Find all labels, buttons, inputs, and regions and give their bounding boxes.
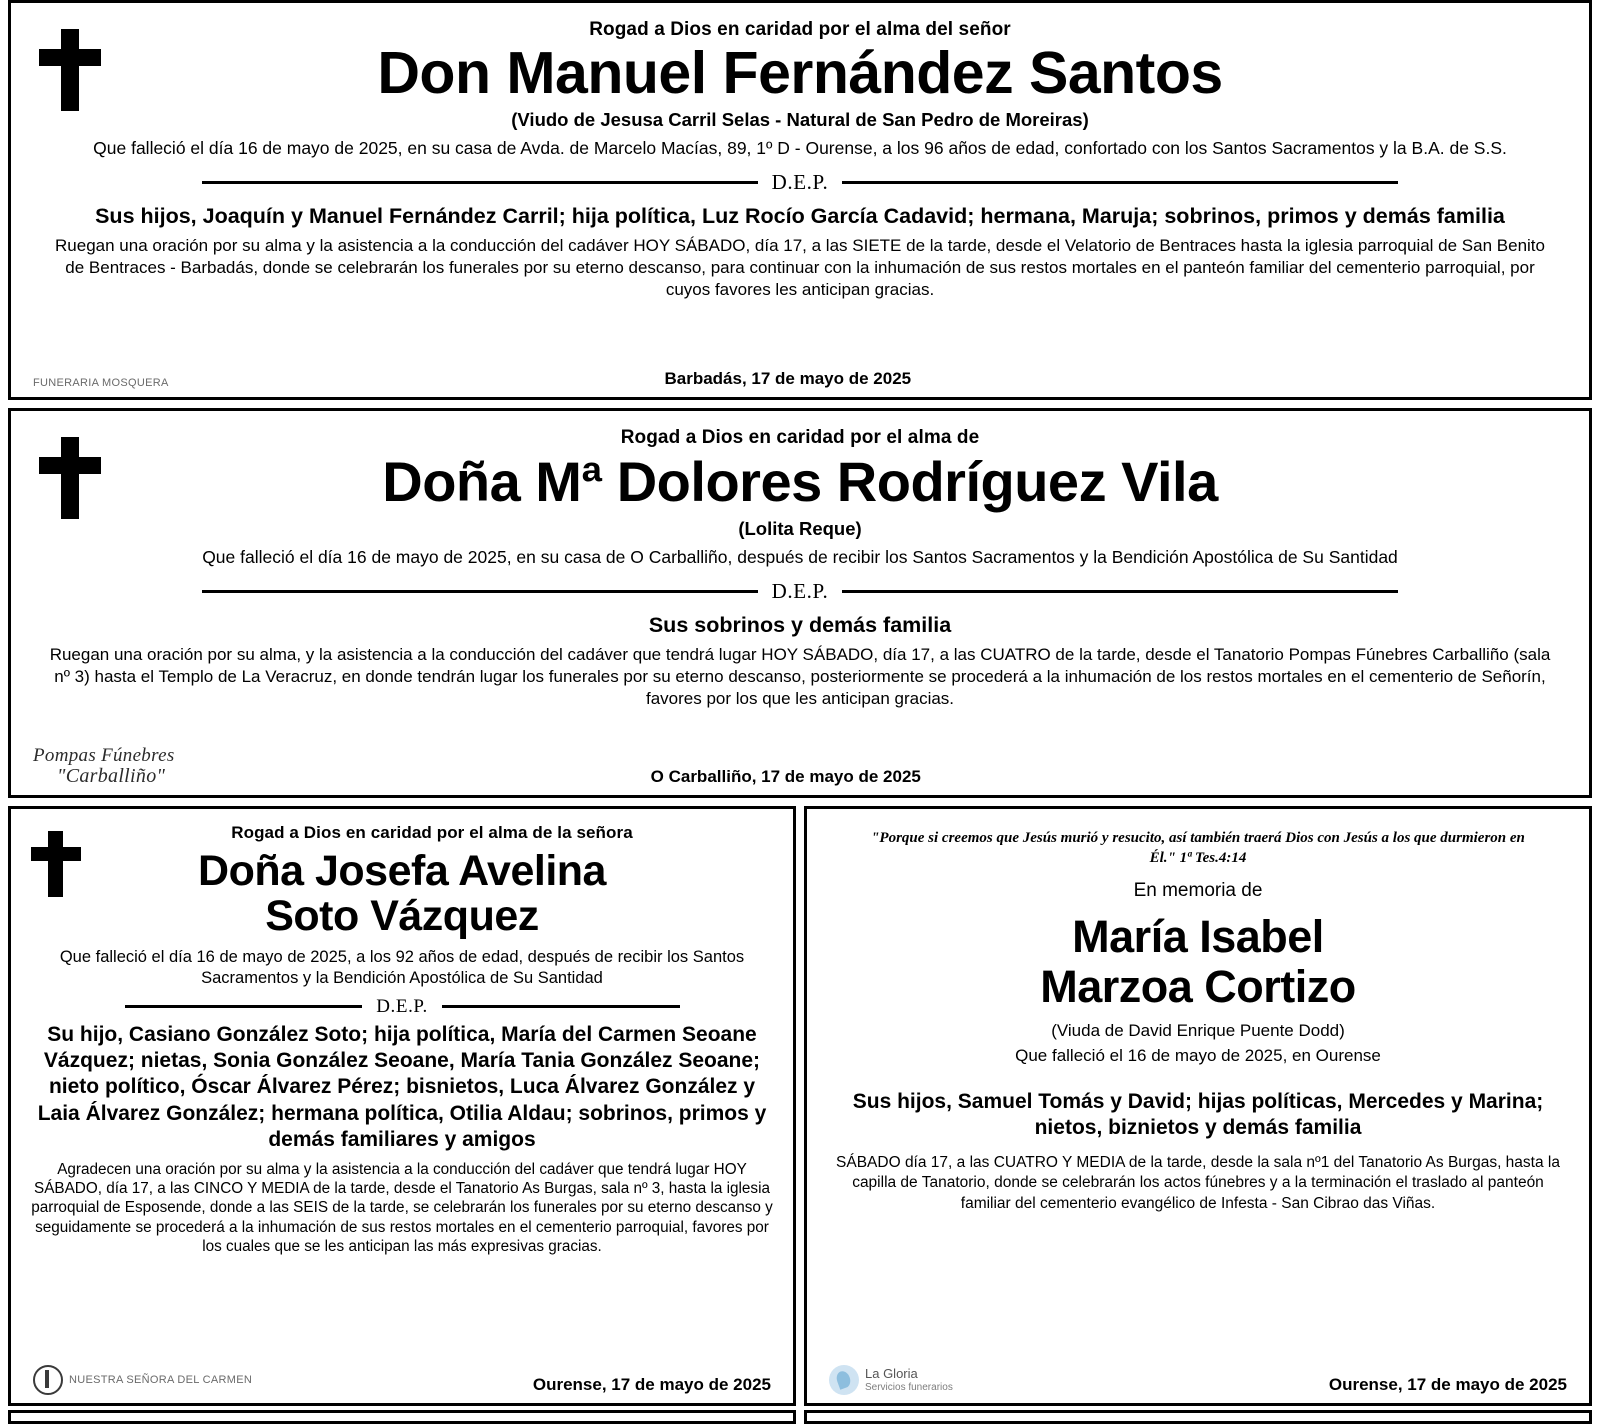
dep-divider (125, 996, 680, 1018)
deceased-subtitle: (Lolita Reque) (738, 518, 862, 540)
deceased-name (27, 849, 777, 939)
funeral-home-logo (33, 1365, 252, 1395)
funeral-home-logo (33, 746, 175, 787)
funeral-home-name: La Gloria (865, 1365, 918, 1381)
funeral-home-logo: FUNERARIA MOSQUERA (33, 376, 169, 389)
notice-footer (11, 746, 1589, 795)
notice-footer (11, 1365, 793, 1403)
funeral-home-line2: "Carballiño" (57, 765, 166, 787)
obituary-notice (8, 408, 1592, 798)
notice-footer (807, 1365, 1589, 1403)
place-and-date: Ourense, 17 de mayo de 2025 (532, 1375, 771, 1394)
cross-icon (39, 437, 101, 519)
scripture-quote: "Porque si creemos que Jesús murió y resucito, así también traerá Dios con Jesús a los que durmieron en Él." 1ª Tes.4:14 (871, 830, 1525, 866)
dep-divider (202, 170, 1399, 195)
deceased-name: Don Manuel Fernández Santos (377, 40, 1223, 106)
family-list: Su hijo, Casiano González Soto; hija política, María del Carmen Seoane Vázquez; nietas, Sonia González Seoane, María Tania González Seoane; nieto político, Óscar Álvarez Pérez; bisnietos, Luca Álvarez González y Laia Álvarez González; hermana política, Otilia Aldau; sobrinos, primos y demás familiares y amigos (37, 1022, 767, 1152)
obituary-notice (8, 0, 1592, 400)
deceased-name-line1: Doña Josefa Avelina (198, 847, 606, 895)
death-details: Que falleció el 16 de mayo de 2025, en Ourense (1015, 1046, 1381, 1065)
deceased-name-line2: Marzoa Cortizo (1040, 960, 1356, 1012)
family-list: Sus hijos, Joaquín y Manuel Fernández Carril; hija política, Luz Rocío García Cadavid; hermana, Maruja; sobrinos, primos y demás familia (95, 203, 1505, 228)
place-and-date: O Carballiño, 17 de mayo de 2025 (650, 767, 921, 786)
funeral-details: Ruegan una oración por su alma, y la asistencia a la conducción del cadáver que tendrá lugar HOY SÁBADO, día 17, a las CUATRO de la tarde, desde el Tanatorio Pompas Fúnebres Carballiño (sala nº 3) hasta el Templo de La Veracruz, en donde tendrán lugar los funerales por su eterno descanso, posteriormente se procederá a la inhumación de los restos mortales en el cementerio de Señorín, favores por los que les anticipan gracias. (49, 644, 1551, 708)
notice-lead: En memoria de (1133, 880, 1263, 901)
dep-divider (202, 579, 1399, 604)
death-details: Que falleció el día 16 de mayo de 2025, en su casa de Avda. de Marcelo Macías, 89, 1º D - Ourense, a los 96 años de edad, confortado con los Santos Sacramentos y la B.A. de S.S. (93, 138, 1507, 159)
place-and-date: Barbadás, 17 de mayo de 2025 (664, 369, 912, 388)
funeral-home-text (865, 1367, 953, 1393)
dep-label: D.E.P. (771, 169, 829, 194)
dep-label: D.E.P. (771, 578, 829, 603)
notice-lead: Rogad a Dios en caridad por el alma de (620, 427, 980, 448)
cross-icon (31, 831, 81, 897)
obituary-notice-partial (8, 1410, 796, 1424)
deceased-name: Doña Mª Dolores Rodríguez Vila (382, 450, 1218, 513)
funeral-home-tagline: Servicios funerarios (865, 1381, 953, 1393)
obituary-notice (804, 806, 1592, 1406)
funeral-details: Ruegan una oración por su alma y la asistencia a la conducción del cadáver HOY SÁBADO, día 17, a las SIETE de la tarde, desde el Velatorio de Bentraces hasta la iglesia parroquial de San Benito de Bentraces - Barbadás, donde se celebrarán los funerales por su eterno descanso, para continuar con la inhumación de sus restos mortales en el panteón familiar del cementerio parroquial, por cuyos favores les anticipan gracias. (55, 235, 1545, 299)
obituary-notice (8, 806, 796, 1406)
place-and-date: Ourense, 17 de mayo de 2025 (1328, 1375, 1567, 1394)
deceased-name (823, 912, 1573, 1011)
funeral-home-name: NUESTRA SEÑORA DEL CARMEN (69, 1373, 253, 1386)
family-list: Sus hijos, Samuel Tomás y David; hijas políticas, Mercedes y Marina; nietos, biznietos y demás familia (852, 1089, 1544, 1139)
bottom-notice-row (8, 806, 1592, 1406)
notice-footer (11, 369, 1589, 397)
deceased-subtitle: (Viuda de David Enrique Puente Dodd) (1051, 1021, 1345, 1040)
dep-label: D.E.P. (376, 995, 428, 1017)
death-details: Que falleció el día 16 de mayo de 2025, a los 92 años de edad, después de recibir los Santos Sacramentos y la Bendición Apostólica de Su Santidad (59, 948, 745, 988)
obituary-notice-partial (804, 1410, 1592, 1424)
notice-lead: Rogad a Dios en caridad por el alma del señor (589, 19, 1011, 40)
death-details: Que falleció el día 16 de mayo de 2025, en su casa de O Carballiño, después de recibir los Santos Sacramentos y la Bendición Apostólica de Su Santidad (202, 547, 1398, 568)
funeral-home-line1: Pompas Fúnebres (33, 745, 175, 767)
deceased-name-line2: Soto Vázquez (265, 892, 539, 941)
cross-icon (39, 29, 101, 111)
next-notices-strip (8, 1410, 1592, 1424)
carmen-emblem-icon (33, 1365, 63, 1395)
alma-flame-icon (829, 1365, 859, 1395)
funeral-details: SÁBADO día 17, a las CUATRO Y MEDIA de la tarde, desde la sala nº1 del Tanatorio As Burgas, hasta la capilla de Tanatorio, donde se celebrarán los actos fúnebres y a la terminación el traslado al panteón familiar del cementerio evangélico de Infesta - San Cibrao das Viñas. (836, 1154, 1560, 1212)
funeral-home-logo (829, 1365, 953, 1395)
deceased-name-line1: María Isabel (1072, 911, 1324, 962)
funeral-details: Agradecen una oración por su alma y la asistencia a la conducción del cadáver que tendrá lugar HOY SÁBADO, día 17, a las CINCO Y MEDIA de la tarde, desde el Tanatorio As Burgas, sala nº 3, hasta la iglesia parroquial de Esposende, donde a las SEIS de la tarde, se celebrarán los funerales por su eterno descanso y seguidamente se procederá a la inhumación de sus restos mortales en el cementerio parroquial, favores por los cuales que se les anticipan las más expresivas gracias. (31, 1160, 773, 1255)
notice-lead: Rogad a Dios en caridad por el alma de la señora (231, 823, 633, 842)
deceased-subtitle: (Viudo de Jesusa Carril Selas - Natural de San Pedro de Moreiras) (511, 109, 1089, 131)
family-list: Sus sobrinos y demás familia (648, 612, 952, 637)
